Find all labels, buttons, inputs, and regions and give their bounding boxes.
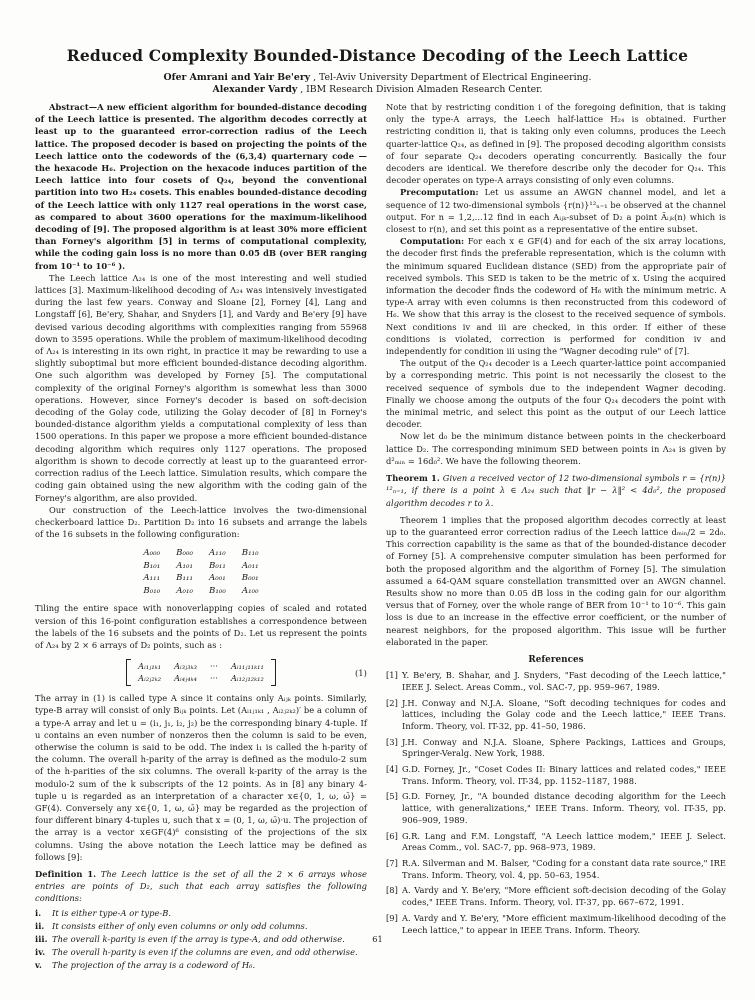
matrix-row xyxy=(143,572,258,585)
reference-number: [7] xyxy=(386,857,398,868)
matrix-cell: B₀₀₀ xyxy=(176,548,193,559)
reference-number: [3] xyxy=(386,736,398,747)
precomputation-label: Precomputation: xyxy=(400,187,479,198)
reference-item xyxy=(386,791,726,826)
definition-item-label: iv. xyxy=(35,947,46,958)
reference-number: [6] xyxy=(386,830,398,841)
theorem-text: Given a received vector of 12 two-dimensional symbols r = {r(n)}¹²ₙ₌₁, if there is a point λ ∈ Λ₂₄ such that ‖r − λ‖² < 4d₀², the proposed algorithm decodes r to λ. xyxy=(386,473,727,508)
precomputation-text: Let us assume an AWGN channel model, and let a sequence of 12 two-dimensional symbols {r(n)}¹²ₙ₌₁ be observed at the channel output. For n = 1,2,...12 find in each Aᵢⱼₖ-subset of D₂ a point Ãᵢⱼₖ(n) which is closest to r(n), and set this point as a representative of the entire subset. xyxy=(386,187,727,235)
matrix-cell: A₀₀₀ xyxy=(143,548,161,559)
reference-text: G.R. Lang and F.M. Longstaff, "A Leech lattice modem," IEEE J. Select. Areas Comm., vol. SAC-7, pp. 968–973, 1989. xyxy=(402,830,726,853)
equation-number: (1) xyxy=(354,667,367,678)
equation-cell: Aᵢ₁₁ⱼ₁₁ₖ₁₁ xyxy=(230,661,264,672)
paragraph-computation xyxy=(386,235,726,357)
left-column xyxy=(35,101,367,972)
reference-item xyxy=(386,670,726,693)
definition-1 xyxy=(35,868,367,972)
definition-item-text: The projection of the array is a codeword of H₆. xyxy=(52,960,256,971)
definition-item-text: It is either type-A or type-B. xyxy=(52,907,172,918)
right-bracket xyxy=(271,659,276,686)
matrix-row xyxy=(143,547,258,560)
equation-array xyxy=(126,659,276,686)
equation-cell: Aᵢ₁ⱼ₁ₖ₁ xyxy=(138,661,162,672)
definition-item-text: The overall h-parity is even if the columns are even, and odd otherwise. xyxy=(52,947,358,958)
computation-text: For each x ∈ GF(4) and for each of the six array locations, the decoder first finds the preferable representation, which is the column with the minimum squared Euclidean distance (SED) from the appropriate pair of received symbols. This SED is taken to be the metric of x. Using the acquired information the decoder finds the codeword of H₆ with the minimum metric. A type-A array with even columns is then reconstructed from this codeword of H₆. We show that this array is the closest to the received sequence of symbols. Next conditions iv and iii are checked, in this order. If either of these conditions is violated, correction is performed for condition iv and independently for condition iii using the "Wagner decoding rule" of [7]. xyxy=(386,236,726,357)
references-heading: References xyxy=(528,654,584,665)
reference-number: [5] xyxy=(386,791,398,802)
matrix-cell: A₁₁₁ xyxy=(143,573,161,584)
reference-number: [8] xyxy=(386,885,398,896)
reference-item xyxy=(386,913,726,936)
reference-text: R.A. Silverman and M. Balser, "Coding for a constant data rate source," IRE Trans. Inform. Theory, vol. 4, pp. 50–63, 1954. xyxy=(402,857,726,880)
definition-item xyxy=(35,907,367,919)
paragraph-simulation: Theorem 1 implies that the proposed algorithm decodes correctly at least up to the guaranteed error correction radius of the Leech lattice dₘᵢₙ/2 = 2d₀. This correction capability is the same as that of the bounded-distance decoder of Forney [5]. A comprehensive computer simulation has been performed for both the proposed algorithm and the algorithm of Forney [5]. The simulation assumed a 64-QAM square constellation transmitted over an AWGN channel. Results show no more than 0.05 dB loss in the coding gain for our algorithm versus that of Forney, over the whole range of BER from 10⁻¹ to 10⁻⁶. This gain loss is due to an increase in the effective error coefficient, or the number of nearest neighbors, for the proposed algorithm. This issue will be further elaborated in the paper. xyxy=(386,514,726,647)
reference-text: J.H. Conway and N.J.A. Sloane, Sphere Packings, Lattices and Groups, Springer-Veralg. New York, 1988. xyxy=(402,736,726,759)
reference-item xyxy=(386,831,726,854)
author-line-2 xyxy=(0,84,755,96)
references-section xyxy=(386,654,726,936)
paper-title: Reduced Complexity Bounded-Distance Decoding of the Leech Lattice xyxy=(66,46,689,65)
author-names-1: Ofer Amrani and Yair Be'ery xyxy=(163,72,311,83)
matrix-cell: A₁₀₀ xyxy=(241,585,259,596)
matrix-cell: B₁₁₀ xyxy=(241,548,259,559)
reference-text: G.D. Forney, Jr., "Coset Codes II: Binary lattices and related codes," IEEE Trans. Inform. Theory, vol. IT-34, pp. 1152–1187, 1988. xyxy=(402,764,726,786)
matrix-cell: B₀₁₀ xyxy=(143,585,161,596)
definition-item xyxy=(35,946,367,958)
author-block xyxy=(0,72,755,96)
matrix-cell: B₀₀₁ xyxy=(241,573,259,584)
right-column xyxy=(386,101,726,936)
equation-cell: ··· xyxy=(209,661,218,672)
paragraph-min-distance: Now let d₀ be the minimum distance between points in the checkerboard lattice D₂. The corresponding minimum SED between points in Λ₂₄ is given by d²ₘᵢₙ = 16d₀². We have the following theorem. xyxy=(386,431,726,466)
reference-item xyxy=(386,858,726,881)
paragraph-tiling: Tiling the entire space with nonoverlapping copies of scaled and rotated version of this 16-point configuration establishes a correspondence between the labels of the 16 subsets and the points of D₂. Let us represent the points of Λ₂₄ by 2 × 6 arrays of D₂ points, such as : xyxy=(35,603,367,650)
definition-label: Definition 1. xyxy=(35,868,97,879)
theorem-label: Theorem 1. xyxy=(386,473,440,484)
equation-matrix xyxy=(131,659,271,686)
author-names-2: Alexander Vardy xyxy=(212,84,298,95)
reference-number: [1] xyxy=(386,670,398,681)
matrix-cell: B₁₁₁ xyxy=(176,573,193,584)
definition-item-label: v. xyxy=(35,960,42,971)
matrix-cell: B₀₁₁ xyxy=(209,560,226,571)
equation-1 xyxy=(35,659,367,686)
definition-statement xyxy=(35,868,367,905)
paragraph-precomputation xyxy=(386,186,726,235)
equation-cell: Aᵢ₃ⱼ₃ₖ₃ xyxy=(174,661,197,672)
page-number: 61 xyxy=(372,934,383,944)
computation-label: Computation: xyxy=(400,236,465,247)
subset-label-matrix xyxy=(143,547,258,597)
definition-item-text: It consists either of only even columns or only odd columns. xyxy=(52,920,308,931)
reference-text: A. Vardy and Y. Be'ery, "More efficient maximum-likelihood decoding of the Leech lattice," to appear in IEEE Trans. Inform. Theory. xyxy=(402,912,726,935)
equation-cell: Aᵢ₂ⱼ₂ₖ₂ xyxy=(138,673,162,684)
equation-cell: Aᵢ₄ⱼ₄ₖ₄ xyxy=(174,673,197,684)
equation-cell: ··· xyxy=(209,673,218,684)
paragraph-array-types: The array in (1) is called type A since it contains only Aᵢⱼₖ points. Similarly, type-B array will consist of only Bᵢⱼₖ points. Let (Aᵢ₁ⱼ₁ₖ₁ , Aᵢ₂ⱼ₂ₖ₂)′ be a column of a type-A array and let u = (i₁, j₁, i₂, j₂) be the corresponding binary 4-tuple. If u contains an even number of nonzeros then the column is said to be even, otherwise the column is said to be odd. The index i₁ is called the h-parity of the column. The overall h-parity of the array is defined as the modulo-2 sum of the h-parities of the six columns. The overall k-parity of the array is the modulo-2 sum of the k subscripts of the 12 points. As in [8] any binary 4-tuple u is regarded as an interpretation of a character x∈{0, 1, ω, ω̄} = GF(4). Conversely any x∈{0, 1, ω, ω̄} may be regarded as the projection of four different binary 4-tuples u, such that x = (0, 1, ω, ω̄)·u. The projection of the array is a vector x∈GF(4)⁶ consisting of the projections of the six columns. Using the above notation the Leech lattice may be defined as follows [9]: xyxy=(35,693,367,862)
definition-item-label: i. xyxy=(35,907,42,918)
definition-item xyxy=(35,920,367,932)
reference-text: Y. Be'ery, B. Shahar, and J. Snyders, "Fast decoding of the Leech lattice," IEEE J. Select. Areas Comm., vol. SAC-7, pp. 959–967, 1989. xyxy=(402,670,726,692)
matrix-row xyxy=(143,560,258,573)
matrix-cell: B₁₀₁ xyxy=(143,560,161,571)
reference-item xyxy=(386,764,726,787)
paragraph-note: Note that by restricting condition i of the foregoing definition, that is taking only the type-A arrays, the Leech half-lattice H₂₄ is obtained. Further restricting condition ii, that is taking only even columns, produces the Leech quarter-lattice Q₂₄, as defined in [9]. The proposed decoding algorithm consists of four separate Q₂₄ decoders operating concurrently. Basically the four decoders are identical. We therefore describe only the decoder for Q₂₄. This decoder operates on type-A arrays consisting of only even columns. xyxy=(386,102,726,186)
reference-text: G.D. Forney, Jr., "A bounded distance decoding algorithm for the Leech lattice, with generalizations," IEEE Trans. Inform. Theory, vol. IT-35, pp. 906–909, 1989. xyxy=(402,791,726,825)
definition-item-text: The overall k-parity is even if the array is type-A, and odd otherwise. xyxy=(52,933,345,944)
matrix-cell: A₀₁₀ xyxy=(176,585,193,596)
paragraph-construction: Our construction of the Leech-lattice involves the two-dimensional checkerboard lattice D₂. Partition D₂ into 16 subsets and arrange the labels of the 16 subsets in the following configuration: xyxy=(35,504,367,540)
reference-number: [2] xyxy=(386,697,398,708)
author-affiliation-2: , IBM Research Division Almaden Research Center. xyxy=(297,84,543,95)
reference-item xyxy=(386,737,726,760)
definition-item xyxy=(35,959,367,971)
reference-item xyxy=(386,885,726,908)
reference-item xyxy=(386,698,726,733)
author-line-1 xyxy=(0,72,755,84)
reference-text: J.H. Conway and N.J.A. Sloane, "Soft decoding techniques for codes and lattices, including the Golay code and the Leech lattice," IEEE Trans. Inform. Theory, vol. IT-32, pp. 41–50, 1986. xyxy=(402,697,726,731)
definition-item-label: iii. xyxy=(35,933,48,944)
matrix-cell: A₀₁₁ xyxy=(241,560,259,571)
definition-item-label: ii. xyxy=(35,920,45,931)
theorem-1 xyxy=(386,472,726,509)
abstract-paragraph: Abstract—A new efficient algorithm for bounded-distance decoding of the Leech lattice is presented. The algorithm decodes correctly at least up to the guaranteed error-correction radius of the Leech lattice. The proposed decoder is based on projecting the points of the Leech lattice onto the codewords of the (6,3,4) quarternary code — the hexacode H₆. Projection on the hexacode induces partition of the Leech lattice into four cosets of Q₂₄, beyond the conventional partition into two H₂₄ cosets. This enables bounded-distance decoding of the Leech lattice with only 1127 real operations in the worst case, as compared to about 3600 operations for the maximum-likelihood decoding of [9]. The proposed algorithm is at least 30% more efficient than Forney's algorithm [5] in terms of computational complexity, while the coding gain loss is no more than 0.05 dB (over BER ranging from 10⁻¹ to 10⁻⁶ ). xyxy=(35,102,367,271)
matrix-cell: A₀₀₁ xyxy=(209,573,226,584)
matrix-cell: A₁₁₀ xyxy=(209,548,226,559)
reference-number: [4] xyxy=(386,764,398,775)
matrix-row xyxy=(143,585,258,598)
author-affiliation-1: , Tel-Aviv University Department of Electrical Engineering. xyxy=(310,72,592,83)
matrix-cell: B₁₀₀ xyxy=(209,585,226,596)
equation-cell: Aᵢ₁₂ⱼ₁₂ₖ₁₂ xyxy=(230,673,264,684)
reference-text: A. Vardy and Y. Be'ery, "More efficient soft-decision decoding of the Golay codes," IEEE Trans. Inform. Theory, vol. IT-37, pp. 667–672, 1991. xyxy=(402,885,726,908)
reference-number: [9] xyxy=(386,912,398,923)
paragraph-leech-overview: The Leech lattice Λ₂₄ is one of the most interesting and well studied lattices [3]. Maximum-likelihood decoding of Λ₂₄ was intensively investigated during the last few years. Conway and Sloane [2], Forney [4], Lang and Longstaff [6], Be'ery, Shahar, and Snyders [1], and Vardy and Be'ery [9] have devised various decoding algorithms with complexities ranging from 55968 down to 3595 operations. While the problem of maximum-likelihood decoding of Λ₂₄ is interesting in its own right, in practice it may be rewarding to use a slightly suboptimal but more efficient bounded-distance decoding algorithm. One such algorithm was developed by Forney [5]. The computational complexity of the original Forney's algorithm is somewhat less than 3000 operations. However, since Forney's decoder is based on soft-decision decoding of the Golay code, utilizing the Golay decoder of [8] in Forney's bounded-distance algorithm yields a computational complexity of less than 1500 operations. In this paper we propose a more efficient bounded-distance decoding algorithm which requires only 1127 operations. The proposed algorithm is shown to decode correctly at least up to the guaranteed error-correction radius of the Leech lattice. Simulation results, which compare the coding gain obtained using the new algorithm with the coding gain of the Forney's algorithm, are also provided. xyxy=(35,272,367,503)
paragraph-output: The output of the Q₂₄ decoder is a Leech quarter-lattice point accompanied by a corresponding metric. This point is not necessarily the closest to the received sequence of symbols due to the independent Wagner decoding. Finally we choose among the outputs of the four Q₂₄ decoders the point with the minimal metric, and select this point as the output of our Leech lattice decoder. xyxy=(386,358,726,430)
matrix-cell: A₁₀₁ xyxy=(176,560,193,571)
definition-text: The Leech lattice is the set of all the 2 × 6 arrays whose entries are points of D₂, such that each array satisfies the following conditions: xyxy=(35,868,367,904)
